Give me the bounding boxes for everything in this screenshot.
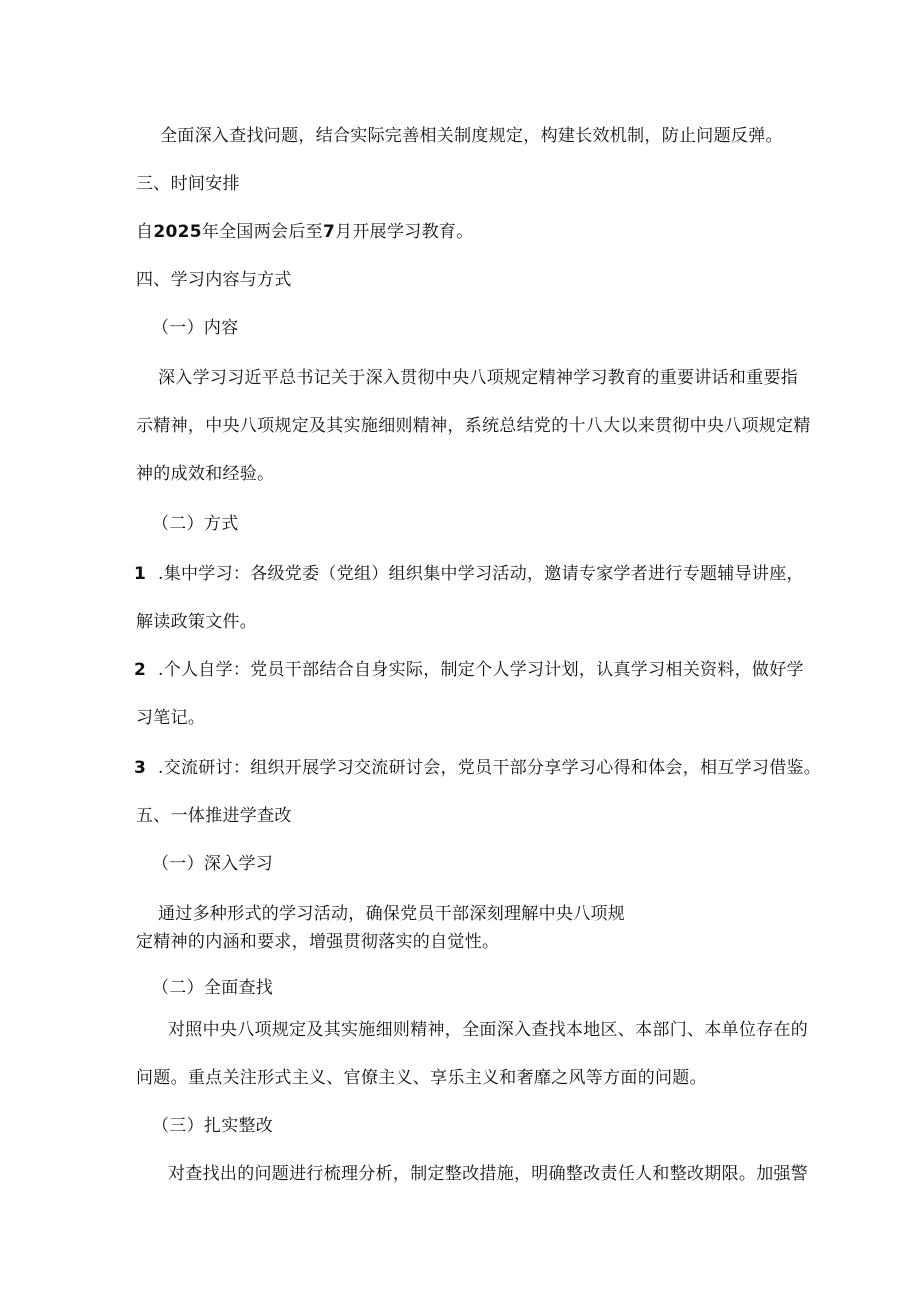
method-number: 1 bbox=[134, 564, 147, 584]
study-line-1: 通过多种形式的学习活动，确保党员干部深刻理解中央八项规 bbox=[158, 904, 626, 924]
heading-time-arrangement: 三、时间安排 bbox=[136, 174, 240, 194]
method-number: 3 bbox=[134, 758, 147, 778]
method-item-1-cont: 解读政策文件。 bbox=[136, 612, 258, 632]
study-line-2: 定精神的内涵和要求，增强贯彻落实的自觉性。 bbox=[136, 932, 500, 952]
method-item-1: 1 .集中学习：各级党委（党组）组织集中学习活动，邀请专家学者进行专题辅导讲座， bbox=[134, 564, 804, 584]
subheading-find: （二）全面查找 bbox=[152, 978, 274, 998]
content-line-2: 示精神，中央八项规定及其实施细则精神，系统总结党的十八大以来贯彻中央八项规定精 bbox=[136, 416, 811, 436]
method-item-2: 2 .个人自学：党员干部结合自身实际，制定个人学习计划，认真学习相关资料，做好学 bbox=[134, 660, 804, 680]
content-line-3: 神的成效和经验。 bbox=[136, 464, 275, 484]
subheading-study: （一）深入学习 bbox=[152, 854, 274, 874]
method-item-3: 3 .交流研讨：组织开展学习交流研讨会，党员干部分享学习心得和体会，相互学习借鉴。 bbox=[134, 758, 822, 778]
content-line-1: 深入学习习近平总书记关于深入贯彻中央八项规定精神学习教育的重要讲话和重要指 bbox=[158, 368, 799, 388]
heading-content-methods: 四、学习内容与方式 bbox=[136, 270, 292, 290]
heading-integrated: 五、一体推进学查改 bbox=[136, 806, 292, 826]
method-number: 2 bbox=[134, 660, 147, 680]
paragraph-prevention: 全面深入查找问题，结合实际完善相关制度规定，构建长效机制，防止问题反弹。 bbox=[160, 126, 783, 146]
find-line-2: 问题。重点关注形式主义、官僚主义、享乐主义和奢靡之风等方面的问题。 bbox=[136, 1068, 707, 1088]
paragraph-time: 自2025年全国两会后至7月开展学习教育。 bbox=[136, 222, 474, 242]
find-line-1: 对照中央八项规定及其实施细则精神，全面深入查找本地区、本部门、本单位存在的 bbox=[168, 1020, 809, 1040]
subheading-methods: （二）方式 bbox=[152, 514, 239, 534]
fix-line-1: 对查找出的问题进行梳理分析，制定整改措施，明确整改责任人和整改期限。加强警 bbox=[168, 1164, 809, 1184]
method-item-2-cont: 习笔记。 bbox=[136, 708, 206, 728]
subheading-content: （一）内容 bbox=[152, 318, 239, 338]
subheading-fix: （三）扎实整改 bbox=[152, 1116, 274, 1136]
